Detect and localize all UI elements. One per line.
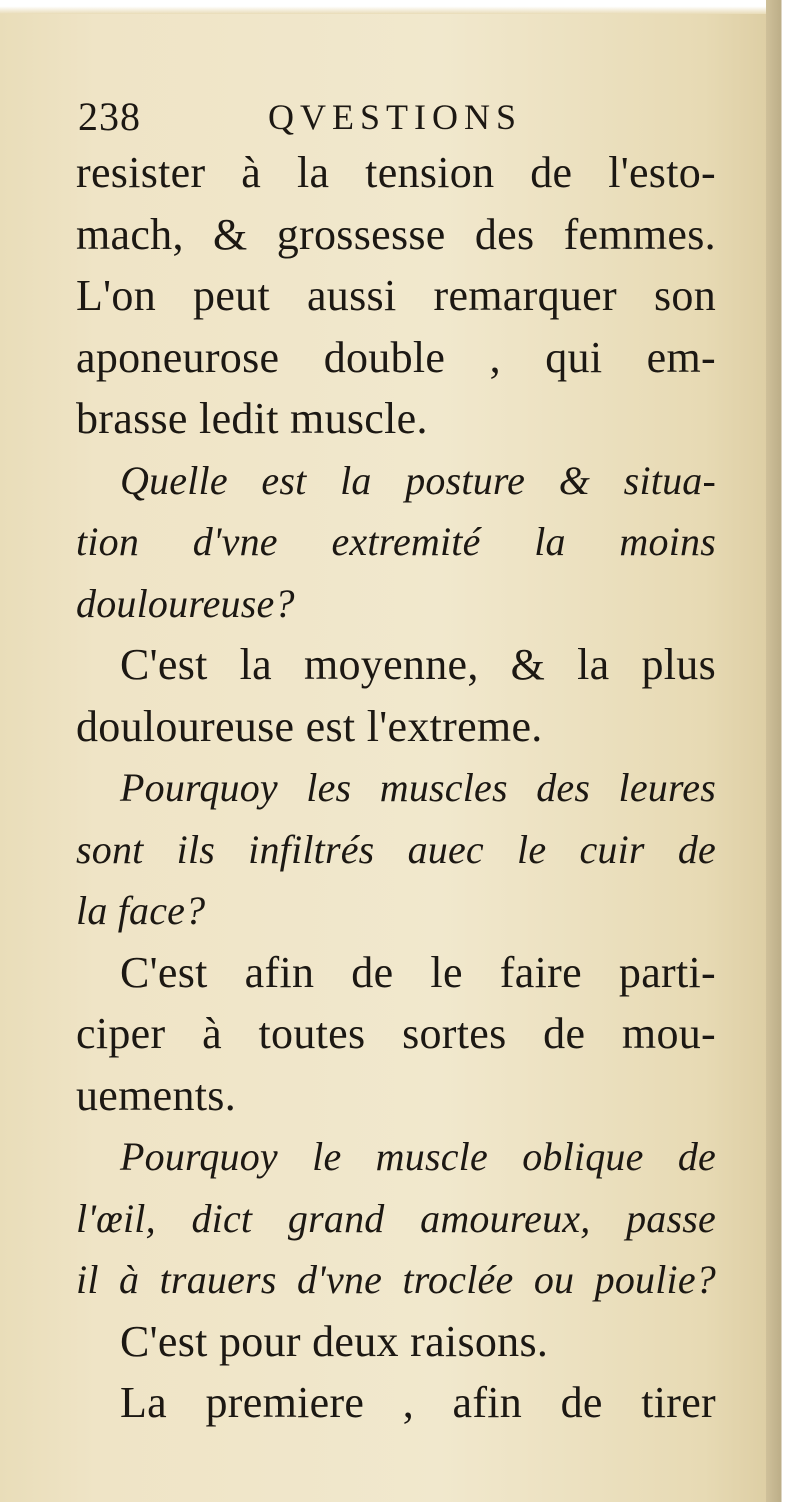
text-line: Pourquoy le muscle oblique de — [120, 1134, 716, 1179]
text-line: C'est pour deux raisons. — [120, 1316, 549, 1366]
page-top-edge — [0, 0, 800, 14]
text-line: uements. — [76, 1070, 237, 1120]
text-line: douloureuse? — [76, 580, 295, 626]
text-line: sont ils infiltrés auec le cuir de — [76, 826, 716, 872]
text-line: Quelle est la posture & situa- — [120, 457, 716, 503]
text-line: douloureuse est l'extreme. — [76, 701, 543, 751]
text-line: il à trauers d'vne troclée ou poulie? — [76, 1257, 716, 1302]
text-line: resister à la tension de l'esto- — [76, 148, 716, 197]
text-line: la face? — [76, 888, 206, 933]
text-line: mach, & grossesse des femmes. — [76, 209, 716, 259]
text-line: Pourquoy les muscles des leures — [120, 765, 716, 810]
text-line: C'est afin de le faire parti- — [120, 947, 716, 997]
page-number: 238 — [78, 94, 141, 139]
text-line: La premiere , afin de tirer — [120, 1378, 716, 1427]
text-line: l'œil, dict grand amoureux, passe — [76, 1195, 716, 1241]
text-line: aponeurose double , qui em- — [76, 332, 716, 382]
page-right-edge — [766, 0, 800, 1502]
text-line: tion d'vne extremité la moins — [76, 519, 716, 564]
body-text — [76, 142, 716, 1434]
text-line: L'on peut aussi remarquer son — [76, 271, 716, 320]
text-line: ciper à toutes sortes de mou- — [76, 1009, 716, 1058]
page-header — [78, 92, 718, 142]
running-head: QVESTIONS — [268, 97, 523, 137]
text-line: brasse ledit muscle. — [76, 394, 428, 443]
text-line: C'est la moyenne, & la plus — [120, 640, 716, 689]
